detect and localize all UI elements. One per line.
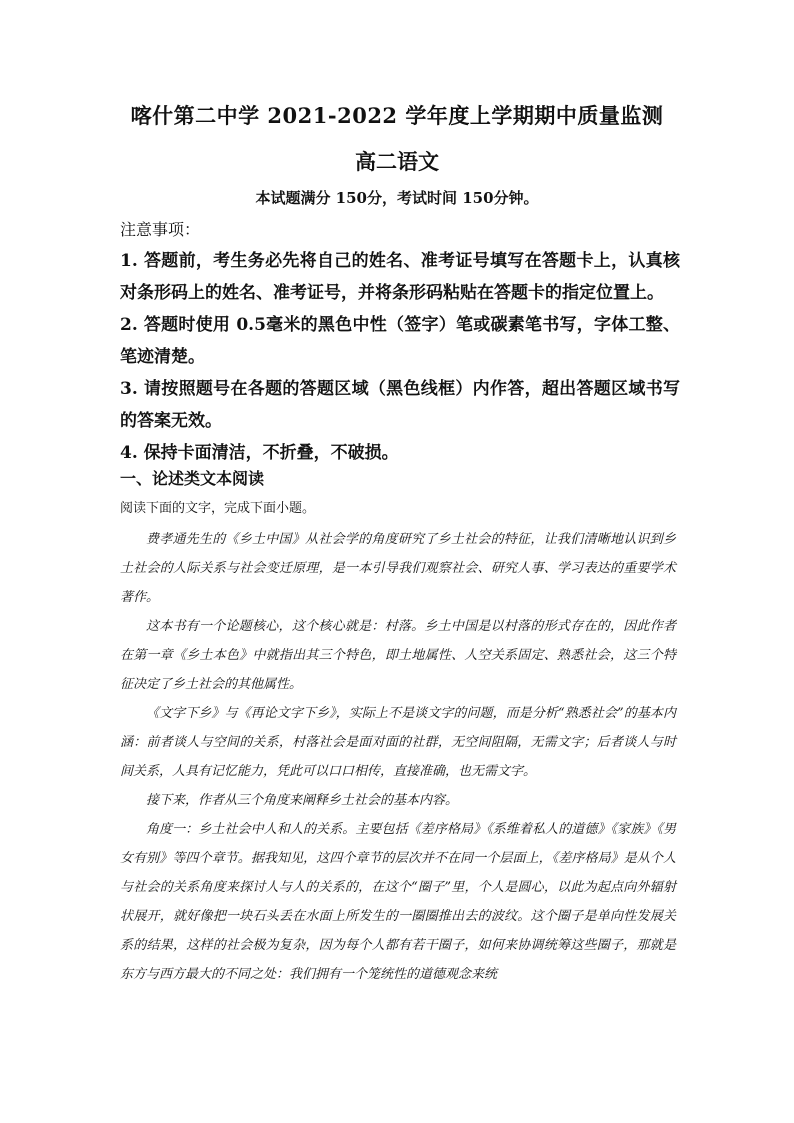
exam-title: 喀什第二中学 2021-2022 学年度上学期期中质量监测 [130, 103, 664, 128]
passage-paragraph: 费孝通先生的《乡土中国》从社会学的角度研究了乡土社会的特征，让我们清晰地认识到乡土社会的人际关系与社会变迁原理，是一本引导我们观察社会、研究人事、学习表达的重要学术著作。 [120, 532, 676, 605]
passage-paragraph: 角度一：乡土社会中人和人的关系。主要包括《差序格局》《系维着私人的道德》《家族》《男女有别》等四个章节。据我知见，这四个章节的层次并不在同一个层面上，《差序格局》是从个人与社会的关系角度来探讨人与人的关系的，在这个“圈子”里，个人是圆心，以此为起点向外辐射状展开，就好像把一块石头丢在水面上所发生的一圈圈推出去的波纹。这个圈子是单向性发展关系的结果，这样的社会极为复杂，因为每个人都有若干圈子，如何来协调统筹这些圈子，那就是东方与西方最大的不同之处：我们拥有一个笼统性的道德观念来统 [120, 822, 676, 982]
note-item: 4. 保持卡面清洁，不折叠，不破损。 [120, 443, 399, 463]
section-instruction: 阅读下面的文字，完成下面小题。 [120, 501, 316, 516]
score-time-line: 本试题满分 150分，考试时间 150分钟。 [255, 189, 539, 207]
passage-paragraph: 《文字下乡》与《再论文字下乡》，实际上不是谈文字的问题，而是分析“熟悉社会”的基本内涵：前者谈人与空间的关系，村落社会是面对面的社群，无空间阻隔，无需文字；后者谈人与时间关系，人具有记忆能力，凭此可以口口相传，直接准确，也无需文字。 [120, 706, 676, 779]
section-heading: 一、论述类文本阅读 [120, 469, 265, 488]
passage-paragraph: 这本书有一个论题核心，这个核心就是：村落。乡土中国是以村落的形式存在的，因此作者在第一章《乡土本色》中就指出其三个特色，即土地属性、人空关系固定、熟悉社会，这三个特征决定了乡土社会的其他属性。 [120, 619, 676, 692]
note-item: 1. 答题前，考生务必先将自己的姓名、准考证号填写在答题卡上，认真核对条形码上的姓名、准考证号，并将条形码粘贴在答题卡的指定位置上。 [120, 251, 680, 303]
notes-heading: 注意事项： [120, 220, 201, 239]
passage-paragraph: 接下来，作者从三个角度来阐释乡土社会的基本内容。 [146, 793, 459, 808]
reading-passage [120, 525, 676, 989]
note-item: 2. 答题时使用 0.5毫米的黑色中性（签字）笔或碳素笔书写，字体工整、笔迹清楚。 [120, 315, 680, 367]
note-item: 3. 请按照题号在各题的答题区域（黑色线框）内作答，超出答题区域书写的答案无效。 [120, 379, 680, 431]
notes-list [120, 245, 680, 469]
exam-subject: 高二语文 [355, 149, 439, 174]
